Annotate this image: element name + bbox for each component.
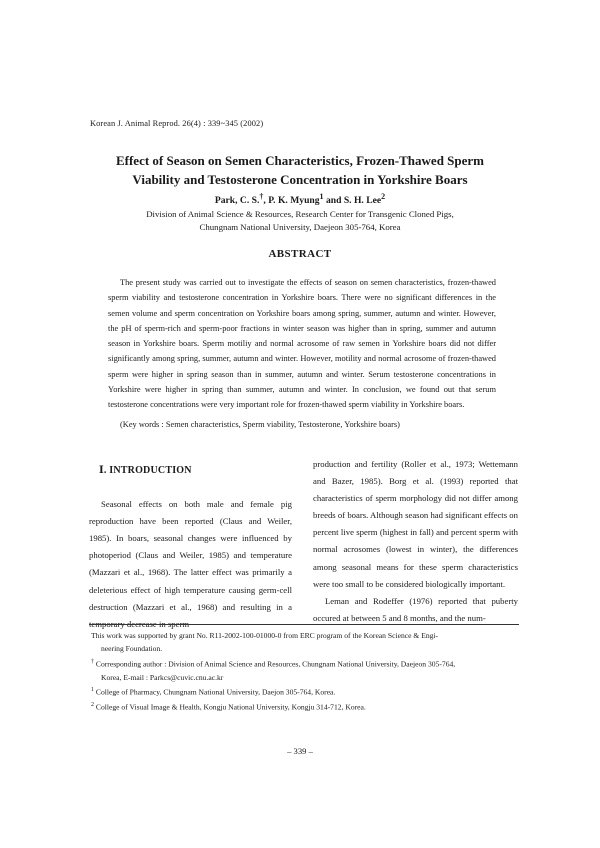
footnote-2-mark: 2 (91, 702, 94, 709)
footnote-support-cont: neering Foundation. (101, 644, 163, 654)
abstract-heading: ABSTRACT (268, 248, 332, 260)
abstract-body (108, 275, 496, 412)
author-2: P. K. Myung (268, 195, 320, 207)
keywords: (Key words : Semen characteristics, Sperm viability, Testosterone, Yorkshire boars) (120, 420, 400, 429)
author-3-mark: 2 (381, 192, 386, 201)
article-title (40, 151, 560, 189)
footnote-1-text: College of Pharmacy, Chungnam National University, Daejon 305-764, Korea. (95, 687, 336, 697)
footnote-support-line-1: This work was supported by grant No. R11-2002-100-01000-0 from ERC program of the Korean Science & Engi- (91, 631, 439, 640)
author-separator: , (263, 195, 269, 207)
footnote-1 (91, 684, 521, 699)
title-line-2: Viability and Testosterone Concentration in Yorkshire Boars (132, 172, 468, 187)
affiliation-line-2: Chungnam National University, Daejeon 305-764, Korea (199, 222, 401, 233)
author-2-mark: 1 (319, 192, 324, 201)
footnotes (91, 629, 521, 714)
author-1-mark: † (259, 192, 264, 201)
footnote-corresponding (91, 656, 521, 671)
intro-paragraph-right-1: production and fertility (Roller et al., 1973; Wettemann and Bazer, 1985). Borg et al. (1993) reported that characteristics of sperm morphology did not differ among breeds of boars. Although season had significant effects on percent live sperm (highest in fall) and percent sperm with normal acrosomes (lowest in winter), the differences among seasonal means for these sperm characteristics were too small to be considered biologically important. (313, 459, 518, 589)
footnote-email: Korea, E-mail : Parkcs@cuvic.cnu.ac.kr (101, 672, 224, 682)
author-separator: and (323, 195, 344, 207)
author-3: S. H. Lee (343, 195, 382, 207)
left-column (89, 456, 292, 633)
abstract-paragraph: The present study was carried out to investigate the effects of season on semen characteristics, frozen-thawed sperm viability and testosterone concentration in Yorkshire boars. There were no significant differences in the semen volume and sperm concentration on Yorkshire boars among spring, summer, autumn and winter. However, the pH of sperm-rich and sperm-poor fractions in winter season was higher than in spring, summer and autumn season in Yorkshire boars. Sperm motiliy and normal acrosome of raw semen in Yorkshire boars did not differ significantly among spring, summer, autumn and winter. However, motility and normal acrosome of frozen-thawed sperm were higher in spring season than in summer, autumn and winter. Serum testosterone concentrations in Yorkshire were higher in spring than summer, autumn and winter. In conclusion, we found out that serum testosterone concentrations were very important role for frozen-thawed sperm viability in Yorkshire boars. (108, 278, 496, 409)
footnote-1-mark: 1 (91, 687, 94, 694)
right-column (313, 456, 518, 627)
affiliation (40, 208, 560, 235)
page-number: – 339 – (287, 746, 313, 756)
journal-reference: Korean J. Animal Reprod. 26(4) : 339~345 (2002) (90, 119, 264, 128)
affiliation-line-1: Division of Animal Science & Resources, Research Center for Transgenic Cloned Pigs, (146, 209, 454, 219)
intro-paragraph-right-2: Leman and Rodeffer (1976) reported that puberty occured at between 5 and 8 months, and the num- (313, 595, 518, 623)
footnote-corresponding-text: Corresponding author : Division of Animal Science and Resources, Chungnam National University, Daejeon 305-764, (95, 659, 456, 669)
author-list (40, 192, 560, 206)
dagger-mark: † (91, 658, 94, 665)
footnote-2 (91, 699, 521, 714)
footnote-support (91, 629, 521, 642)
footnote-2-text: College of Visual Image & Health, Kongju National University, Kongju 314-712, Korea. (95, 702, 366, 712)
title-line-1: Effect of Season on Semen Characteristics, Frozen-Thawed Sperm (115, 153, 485, 168)
author-1: Park, C. S. (214, 195, 260, 207)
footnote-divider (89, 624, 519, 625)
intro-paragraph-left: Seasonal effects on both male and female pig reproduction have been reported (Claus and Weiler, 1985). In boars, seasonal changes were influenced by photoperiod (Claus and Weiler, 1985) and temperature (Mazzari et al., 1968). The latter effect was primarily a deleterious effect of high temperature causing germ-cell destruction (Mazzari et al., 1968) and resulting in a temporary decrease in sperm (89, 499, 292, 629)
introduction-heading: Ⅰ. INTRODUCTION (99, 465, 192, 476)
